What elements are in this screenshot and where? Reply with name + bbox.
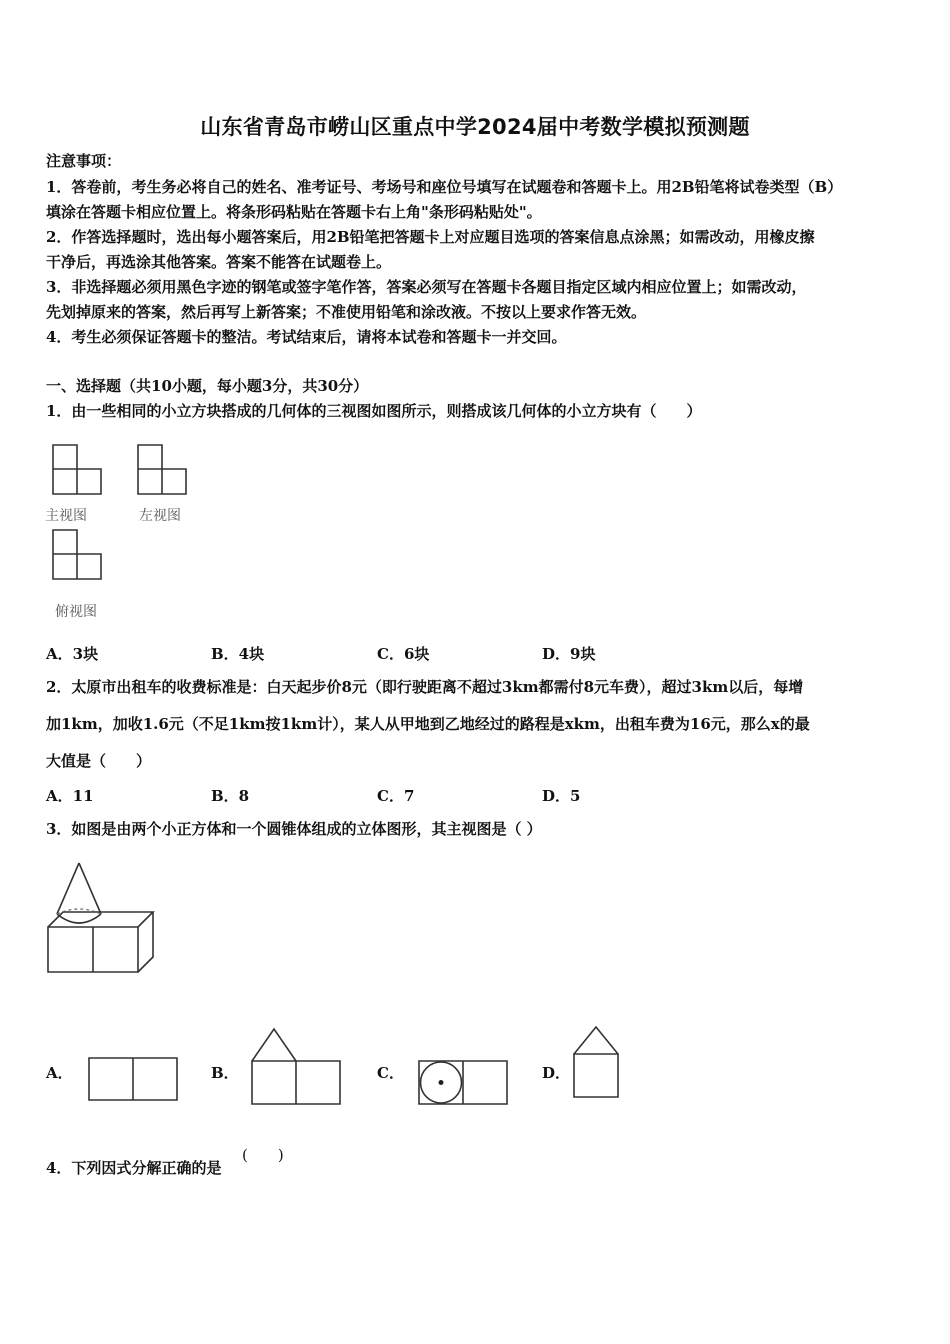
notes-line-1: 1．答卷前，考生务必将自己的姓名、准考证号、考场号和座位号填写在试题卷和答题卡上。用2B铅笔将试卷类型（B） <box>46 178 843 196</box>
q2-option-c[interactable]: C．7 <box>377 787 415 805</box>
q3-text: 3．如图是由两个小正方体和一个圆锥体组成的立体图形，其主视图是（ ） <box>46 820 542 838</box>
q4-answer-paren: ( ) <box>242 1146 284 1164</box>
notes-line-3: 2．作答选择题时，选出每小题答案后，用2B铅笔把答题卡上对应题目选项的答案信息点涂黑；如需改动，用橡皮擦 <box>46 228 815 246</box>
front-view-caption: 主视图 <box>45 508 87 524</box>
q2-line-2: 加1km，加收1.6元（不足1km按1km计），某人从甲地到乙地经过的路程是xkm，出租车费为16元，那么x的最 <box>46 715 810 733</box>
q1-option-d[interactable]: D．9块 <box>542 645 596 663</box>
q1-option-c[interactable]: C．6块 <box>377 645 430 663</box>
q2-line-3: 大值是（ ） <box>46 752 152 770</box>
q2-line-1: 2．太原市出租车的收费标准是：白天起步价8元（即行驶距离不超过3km都需付8元车费），超过3km以后，每增 <box>46 678 804 696</box>
top-view-caption: 俯视图 <box>55 604 97 620</box>
notes-line-7: 4．考生必须保证答题卡的整洁。考试结束后，请将本试卷和答题卡一并交回。 <box>46 328 567 346</box>
q3-option-a-figure[interactable] <box>88 1057 180 1103</box>
q2-option-a[interactable]: A．11 <box>46 787 94 805</box>
notes-heading: 注意事项： <box>46 152 122 170</box>
q3-option-c-label[interactable]: C． <box>377 1064 404 1082</box>
q1-text: 1．由一些相同的小立方块搭成的几何体的三视图如图所示，则搭成该几何体的小立方块有（ ） <box>46 402 702 420</box>
q3-option-c-figure[interactable] <box>418 1060 510 1106</box>
left-view-caption: 左视图 <box>139 508 181 524</box>
q3-option-b-label[interactable]: B． <box>211 1064 239 1082</box>
notes-line-6: 先划掉原来的答案，然后再写上新答案；不准使用铅笔和涂改液。不按以上要求作答无效。 <box>46 303 647 321</box>
q3-option-d-label[interactable]: D． <box>542 1064 571 1082</box>
q1-option-b[interactable]: B．4块 <box>211 645 265 663</box>
q2-option-b[interactable]: B．8 <box>211 787 250 805</box>
front-view-figure <box>52 444 104 496</box>
section-heading: 一、选择题（共10小题，每小题3分，共30分） <box>46 377 369 395</box>
left-view-figure <box>137 444 189 496</box>
notes-line-4: 干净后，再选涂其他答案。答案不能答在试题卷上。 <box>46 253 392 271</box>
notes-line-2: 填涂在答题卡相应位置上。将条形码粘贴在答题卡右上角"条形码粘贴处"。 <box>46 203 542 221</box>
page-title: 山东省青岛市崂山区重点中学2024届中考数学模拟预测题 <box>200 115 750 139</box>
q3-option-d-figure[interactable] <box>573 1026 621 1100</box>
q3-option-b-figure[interactable] <box>251 1028 343 1106</box>
q1-option-a[interactable]: A．3块 <box>46 645 99 663</box>
notes-line-5: 3．非选择题必须用黑色字迹的钢笔或签字笔作答，答案必须写在答题卡各题目指定区域内相应位置上；如需改动， <box>46 278 807 296</box>
top-view-figure <box>52 529 104 581</box>
q2-option-d[interactable]: D．5 <box>542 787 581 805</box>
q4-text: 4．下列因式分解正确的是 <box>46 1159 222 1177</box>
solid-figure <box>45 862 157 977</box>
q3-option-a-label[interactable]: A． <box>46 1064 73 1082</box>
